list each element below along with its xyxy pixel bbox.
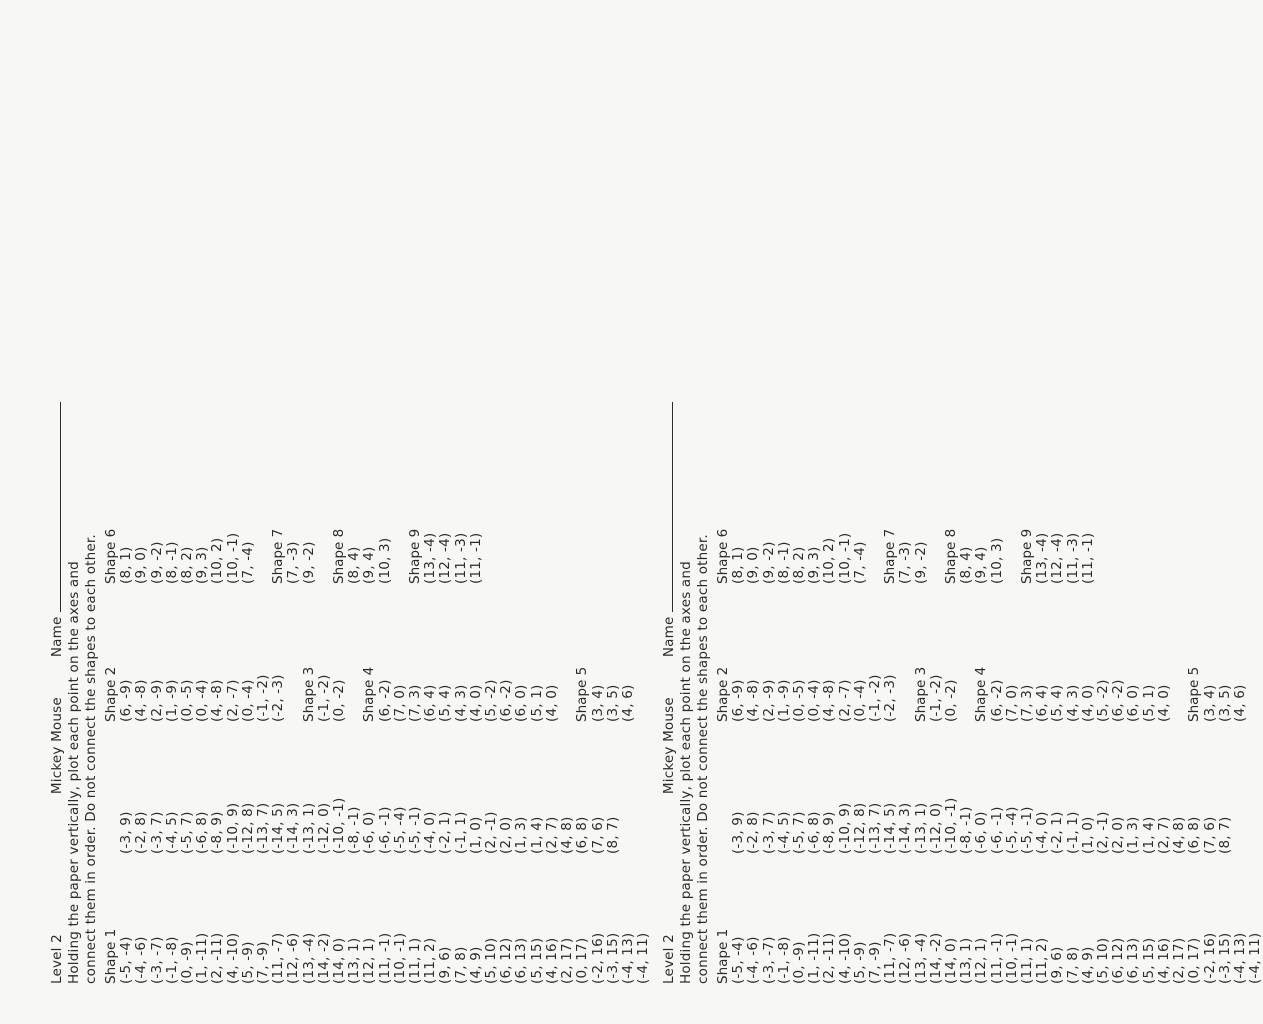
coordinate-pair: (4, 3) bbox=[1064, 684, 1081, 722]
coordinate-pair: (-2, 16) bbox=[589, 932, 606, 984]
coordinate-pair: (9, -2) bbox=[300, 541, 317, 584]
coordinate-pair: (3, 4) bbox=[589, 684, 606, 722]
coordinate-pair: (8, 4) bbox=[958, 546, 975, 584]
coordinate-pair: (-8, -1) bbox=[346, 806, 363, 854]
coordinate-pair: (1, -9) bbox=[163, 679, 180, 722]
coordinate-pair: (-2, 8) bbox=[133, 811, 150, 854]
coordinate-pair: (11, -1) bbox=[988, 932, 1005, 984]
coordinate-pair: (6, -2) bbox=[376, 679, 393, 722]
coordinate-pair bbox=[393, 529, 408, 584]
coordinate-pair bbox=[959, 667, 974, 722]
worksheet-bottom bbox=[660, 0, 1263, 1024]
coordinate-pair: (-4, 11) bbox=[1247, 932, 1263, 984]
coordinate-pair: (-6, 8) bbox=[194, 811, 211, 854]
coordinate-column-3 bbox=[104, 667, 636, 722]
shape-heading: Shape 9 bbox=[1019, 528, 1036, 584]
instructions-line-2 bbox=[83, 534, 99, 984]
coordinate-pair: (10, 2) bbox=[209, 537, 226, 584]
coordinate-pair: (10, 3) bbox=[988, 537, 1005, 584]
coordinate-pair: (-1, -2) bbox=[255, 674, 272, 722]
coordinate-pair: (0, -4) bbox=[806, 679, 823, 722]
coordinate-pair: (11, 1) bbox=[407, 937, 424, 984]
coordinate-pair: (6, -9) bbox=[730, 679, 747, 722]
instructions-line-1 bbox=[678, 561, 694, 984]
coordinate-pair: (-3, 9) bbox=[730, 811, 747, 854]
coordinate-pair: (6, 12) bbox=[498, 937, 515, 984]
coordinate-pair bbox=[317, 529, 332, 584]
coordinate-pair: (1, 4) bbox=[528, 816, 545, 854]
coordinate-pair: (2, -11) bbox=[209, 932, 226, 984]
coordinate-pair: (7, 0) bbox=[391, 684, 408, 722]
coordinate-column-4 bbox=[104, 529, 484, 584]
shape-heading: Shape 1 bbox=[103, 928, 119, 984]
coordinate-pair: (8, -1) bbox=[163, 541, 180, 584]
coordinate-pair: (6, 4) bbox=[422, 684, 439, 722]
coordinate-pair: (14, -2) bbox=[315, 932, 332, 984]
coordinate-pair: (7, 0) bbox=[1003, 684, 1020, 722]
coordinate-pair: (2, 0) bbox=[498, 816, 515, 854]
coordinate-pair: (4, -8) bbox=[745, 679, 762, 722]
coordinate-pair bbox=[256, 529, 271, 584]
coordinate-pair: (5, 15) bbox=[1140, 937, 1157, 984]
coordinate-pair: (-13, 7) bbox=[255, 802, 272, 854]
coordinate-pair: (2, 7) bbox=[1155, 816, 1172, 854]
coordinate-pair: (11, -7) bbox=[882, 932, 899, 984]
coordinate-column-3 bbox=[716, 667, 1248, 722]
coordinate-pair: (12, -4) bbox=[437, 532, 454, 584]
coordinate-pair: (1, -11) bbox=[806, 932, 823, 984]
coordinate-pair: (-1, 1) bbox=[1064, 811, 1081, 854]
coordinate-pair: (0, -4) bbox=[194, 679, 211, 722]
coordinate-pair: (-2, 1) bbox=[437, 811, 454, 854]
coordinate-pair: (-2, -3) bbox=[270, 674, 287, 722]
coordinate-pair bbox=[868, 529, 883, 584]
coordinate-pair: (-3, -7) bbox=[760, 936, 777, 984]
coordinate-pair: (8, 4) bbox=[346, 546, 363, 584]
instructions-text: Holding the paper vertically, plot each point on the axes and bbox=[66, 561, 82, 984]
coordinate-column-1 bbox=[716, 929, 1263, 984]
coordinate-pair: (12, 1) bbox=[973, 937, 990, 984]
coordinate-column-2 bbox=[104, 798, 621, 854]
coordinate-pair: (7, 3) bbox=[407, 684, 424, 722]
coordinate-pair: (-6, 0) bbox=[973, 811, 990, 854]
coordinate-pair: (8, 2) bbox=[791, 546, 808, 584]
instructions-line-2 bbox=[695, 534, 711, 984]
level-label: Level 2 bbox=[49, 934, 65, 984]
coordinate-pair: (2, -7) bbox=[836, 679, 853, 722]
coordinate-pair: (7, -9) bbox=[867, 941, 884, 984]
coordinate-pair bbox=[1172, 667, 1187, 722]
coordinate-pair: (9, 4) bbox=[973, 546, 990, 584]
coordinate-pair: (4, 16) bbox=[1155, 937, 1172, 984]
coordinate-pair: (12, -4) bbox=[1049, 532, 1066, 584]
coordinate-pair: (-3, 15) bbox=[604, 932, 621, 984]
worksheet-top bbox=[48, 0, 652, 1024]
coordinate-pair: (0, -4) bbox=[851, 679, 868, 722]
coordinate-pair: (5, 10) bbox=[483, 937, 500, 984]
coordinate-pair: (13, 1) bbox=[958, 937, 975, 984]
coordinate-pair: (-1, 1) bbox=[452, 811, 469, 854]
coordinate-pair: (6, 13) bbox=[1125, 937, 1142, 984]
coordinate-pair: (-8, -1) bbox=[958, 806, 975, 854]
coordinate-pair: (1, 4) bbox=[1140, 816, 1157, 854]
coordinate-pair: (4, 6) bbox=[619, 684, 636, 722]
shape-heading: Shape 3 bbox=[912, 666, 929, 722]
shape-heading: Shape 6 bbox=[103, 528, 119, 584]
shape-heading: Shape 7 bbox=[882, 528, 899, 584]
coordinate-pair bbox=[898, 667, 913, 722]
coordinate-pair: (-6, -1) bbox=[988, 806, 1005, 854]
coordinate-pair: (0, 17) bbox=[1186, 937, 1203, 984]
coordinate-pair: (9, 6) bbox=[1049, 946, 1066, 984]
coordinate-pair: (-5, 7) bbox=[179, 811, 196, 854]
coordinate-column-4 bbox=[716, 529, 1096, 584]
coordinate-pair: (5, -2) bbox=[1095, 679, 1112, 722]
coordinate-pair: (4, 16) bbox=[543, 937, 560, 984]
shape-heading: Shape 5 bbox=[1186, 666, 1203, 722]
coordinate-pair: (11, -1) bbox=[467, 532, 484, 584]
coordinate-column-2 bbox=[716, 798, 1233, 854]
coordinate-pair: (2, -9) bbox=[760, 679, 777, 722]
coordinate-pair: (4, -10) bbox=[224, 932, 241, 984]
coordinate-pair: (11, -3) bbox=[452, 532, 469, 584]
name-label: Name bbox=[49, 616, 65, 658]
coordinate-pair: (-3, 7) bbox=[760, 811, 777, 854]
coordinate-pair: (7, 8) bbox=[452, 946, 469, 984]
shape-heading: Shape 1 bbox=[715, 928, 731, 984]
coordinate-pair: (2, -11) bbox=[821, 932, 838, 984]
header-line bbox=[660, 402, 677, 984]
coordinate-pair: (11, -7) bbox=[270, 932, 287, 984]
coordinate-pair: (5, -2) bbox=[483, 679, 500, 722]
coordinate-pair bbox=[1005, 529, 1020, 584]
coordinate-pair: (5, 10) bbox=[1095, 937, 1112, 984]
coordinate-pair: (13, -4) bbox=[300, 932, 317, 984]
worksheet-title: Mickey Mouse bbox=[49, 697, 65, 795]
coordinate-pair: (-10, 9) bbox=[836, 802, 853, 854]
coordinate-pair: (-1, -2) bbox=[927, 674, 944, 722]
coordinate-pair: (-5, -1) bbox=[1019, 806, 1036, 854]
coordinate-pair: (5, -9) bbox=[851, 941, 868, 984]
coordinate-pair: (0, -5) bbox=[791, 679, 808, 722]
coordinate-pair: (-14, 3) bbox=[897, 802, 914, 854]
coordinate-pair: (-3, 7) bbox=[148, 811, 165, 854]
coordinate-pair: (-14, 5) bbox=[270, 802, 287, 854]
coordinate-pair: (6, -2) bbox=[1110, 679, 1127, 722]
shape-heading: Shape 2 bbox=[103, 666, 119, 722]
coordinate-pair: (-14, 5) bbox=[882, 802, 899, 854]
shape-heading: Shape 7 bbox=[270, 528, 287, 584]
coordinate-pair: (-10, -1) bbox=[943, 797, 960, 854]
coordinate-pair: (12, -6) bbox=[285, 932, 302, 984]
coordinate-pair: (7, -4) bbox=[239, 541, 256, 584]
coordinate-pair: (-8, 9) bbox=[209, 811, 226, 854]
coordinate-pair: (0, -2) bbox=[331, 679, 348, 722]
coordinate-pair: (4, 9) bbox=[1079, 946, 1096, 984]
coordinate-pair: (-10, -1) bbox=[331, 797, 348, 854]
coordinate-pair: (10, -1) bbox=[224, 532, 241, 584]
coordinate-pair: (9, -2) bbox=[912, 541, 929, 584]
shape-heading: Shape 4 bbox=[361, 666, 378, 722]
coordinate-pair: (9, -2) bbox=[148, 541, 165, 584]
coordinate-pair bbox=[286, 667, 301, 722]
coordinate-pair: (-4, 0) bbox=[422, 811, 439, 854]
coordinate-pair: (6, 0) bbox=[1125, 684, 1142, 722]
coordinate-pair: (5, 4) bbox=[437, 684, 454, 722]
coordinate-pair: (14, -2) bbox=[927, 932, 944, 984]
coordinate-pair: (4, 8) bbox=[1171, 816, 1188, 854]
instructions-text: Holding the paper vertically, plot each point on the axes and bbox=[678, 561, 694, 984]
coordinate-pair: (9, 6) bbox=[437, 946, 454, 984]
coordinate-pair: (1, 0) bbox=[1079, 816, 1096, 854]
coordinate-pair: (14, 0) bbox=[943, 937, 960, 984]
coordinate-pair: (5, -9) bbox=[239, 941, 256, 984]
coordinate-pair: (3, 5) bbox=[604, 684, 621, 722]
coordinate-pair: (10, -1) bbox=[1003, 932, 1020, 984]
coordinate-pair: (12, -6) bbox=[897, 932, 914, 984]
coordinate-pair: (-3, 9) bbox=[118, 811, 135, 854]
coordinate-pair: (6, 0) bbox=[513, 684, 530, 722]
coordinate-pair: (-13, 7) bbox=[867, 802, 884, 854]
coordinate-pair: (8, 7) bbox=[604, 816, 621, 854]
coordinate-pair: (5, 1) bbox=[528, 684, 545, 722]
coordinate-pair: (-2, 8) bbox=[745, 811, 762, 854]
coordinate-pair: (7, -3) bbox=[285, 541, 302, 584]
coordinate-pair: (1, -9) bbox=[775, 679, 792, 722]
instructions-line-1 bbox=[66, 561, 82, 984]
coordinate-pair: (-12, 8) bbox=[239, 802, 256, 854]
coordinate-pair: (11, 1) bbox=[1019, 937, 1036, 984]
coordinate-pair: (4, 6) bbox=[1231, 684, 1248, 722]
coordinate-pair: (6, 8) bbox=[1186, 816, 1203, 854]
coordinate-pair: (-14, 3) bbox=[285, 802, 302, 854]
coordinate-pair: (2, -1) bbox=[483, 811, 500, 854]
coordinate-pair: (-6, 0) bbox=[361, 811, 378, 854]
coordinate-pair: (2, 17) bbox=[1171, 937, 1188, 984]
name-blank-line bbox=[48, 402, 61, 612]
coordinate-pair: (8, 1) bbox=[118, 546, 135, 584]
coordinate-pair: (-3, 15) bbox=[1216, 932, 1233, 984]
coordinate-pair: (4, -8) bbox=[209, 679, 226, 722]
coordinate-pair: (8, -1) bbox=[775, 541, 792, 584]
name-label: Name bbox=[661, 616, 677, 658]
coordinate-pair: (8, 7) bbox=[1216, 816, 1233, 854]
coordinate-pair: (8, 2) bbox=[179, 546, 196, 584]
coordinate-pair: (5, 15) bbox=[528, 937, 545, 984]
coordinate-pair: (0, -5) bbox=[179, 679, 196, 722]
coordinate-pair: (7, 6) bbox=[589, 816, 606, 854]
coordinate-pair: (11, -1) bbox=[376, 932, 393, 984]
coordinate-pair: (1, -11) bbox=[194, 932, 211, 984]
coordinate-pair: (7, -4) bbox=[851, 541, 868, 584]
coordinate-pair: (1, 0) bbox=[467, 816, 484, 854]
coordinate-pair: (3, 4) bbox=[1201, 684, 1218, 722]
worksheet-title: Mickey Mouse bbox=[661, 697, 677, 795]
coordinate-pair: (12, 1) bbox=[361, 937, 378, 984]
shape-heading: Shape 6 bbox=[715, 528, 731, 584]
level-label: Level 2 bbox=[661, 934, 677, 984]
coordinate-pair: (4, -8) bbox=[133, 679, 150, 722]
coordinate-pair: (7, 8) bbox=[1064, 946, 1081, 984]
coordinate-pair: (11, -3) bbox=[1064, 532, 1081, 584]
instructions-text: connect them in order. Do not connect the shapes to each other. bbox=[695, 534, 711, 984]
coordinate-pair: (10, -1) bbox=[836, 532, 853, 584]
coordinate-pair: (2, 7) bbox=[543, 816, 560, 854]
coordinate-pair: (4, -8) bbox=[821, 679, 838, 722]
coordinate-pair: (6, 4) bbox=[1034, 684, 1051, 722]
coordinate-pair: (-5, -1) bbox=[407, 806, 424, 854]
coordinate-pair: (9, 3) bbox=[806, 546, 823, 584]
instructions-text: connect them in order. Do not connect the shapes to each other. bbox=[83, 534, 99, 984]
coordinate-pair: (-1, -2) bbox=[315, 674, 332, 722]
shape-heading: Shape 4 bbox=[973, 666, 990, 722]
coordinate-pair: (9, 0) bbox=[133, 546, 150, 584]
shape-heading: Shape 5 bbox=[574, 666, 591, 722]
coordinate-pair: (11, -1) bbox=[1079, 532, 1096, 584]
coordinate-pair: (-4, 13) bbox=[619, 932, 636, 984]
coordinate-pair: (2, -9) bbox=[148, 679, 165, 722]
coordinate-pair: (-8, 9) bbox=[821, 811, 838, 854]
coordinate-pair: (4, 0) bbox=[543, 684, 560, 722]
coordinate-pair: (-13, 1) bbox=[912, 802, 929, 854]
coordinate-pair: (-5, -4) bbox=[118, 936, 135, 984]
coordinate-pair: (7, -3) bbox=[897, 541, 914, 584]
shape-heading: Shape 3 bbox=[300, 666, 317, 722]
coordinate-pair: (6, -2) bbox=[498, 679, 515, 722]
coordinate-pair: (10, 3) bbox=[376, 537, 393, 584]
coordinate-pair: (4, 9) bbox=[467, 946, 484, 984]
coordinate-pair: (-2, -3) bbox=[882, 674, 899, 722]
coordinate-pair: (2, 0) bbox=[1110, 816, 1127, 854]
coordinate-pair: (2, -1) bbox=[1095, 811, 1112, 854]
coordinate-pair: (4, 3) bbox=[452, 684, 469, 722]
coordinate-pair: (2, 17) bbox=[559, 937, 576, 984]
coordinate-pair: (4, -10) bbox=[836, 932, 853, 984]
coordinate-column-1 bbox=[104, 929, 651, 984]
coordinate-pair: (0, -4) bbox=[239, 679, 256, 722]
coordinate-pair: (11, 2) bbox=[422, 937, 439, 984]
coordinate-pair: (-1, -8) bbox=[163, 936, 180, 984]
coordinate-pair: (10, -1) bbox=[391, 932, 408, 984]
coordinate-pair: (-1, -2) bbox=[867, 674, 884, 722]
coordinate-pair: (4, 0) bbox=[1155, 684, 1172, 722]
coordinate-pair: (-6, 8) bbox=[806, 811, 823, 854]
coordinate-pair: (9, 4) bbox=[361, 546, 378, 584]
coordinate-pair: (-13, 1) bbox=[300, 802, 317, 854]
coordinate-pair: (-4, 5) bbox=[775, 811, 792, 854]
coordinate-pair: (0, -2) bbox=[943, 679, 960, 722]
coordinate-pair: (-4, 5) bbox=[163, 811, 180, 854]
coordinate-pair bbox=[929, 529, 944, 584]
coordinate-pair: (0, -9) bbox=[791, 941, 808, 984]
coordinate-pair: (-10, 9) bbox=[224, 802, 241, 854]
coordinate-pair: (6, 8) bbox=[574, 816, 591, 854]
coordinate-pair: (-3, -7) bbox=[148, 936, 165, 984]
coordinate-pair bbox=[104, 798, 119, 854]
coordinate-pair: (13, -4) bbox=[1034, 532, 1051, 584]
coordinate-pair: (3, 5) bbox=[1216, 684, 1233, 722]
coordinate-pair: (-5, -4) bbox=[391, 806, 408, 854]
coordinate-pair: (-12, 0) bbox=[315, 802, 332, 854]
coordinate-pair: (-2, 1) bbox=[1049, 811, 1066, 854]
coordinate-pair: (-1, -8) bbox=[775, 936, 792, 984]
coordinate-pair: (2, -7) bbox=[224, 679, 241, 722]
coordinate-pair: (-5, 7) bbox=[791, 811, 808, 854]
coordinate-pair: (13, -4) bbox=[912, 932, 929, 984]
header-line bbox=[48, 402, 65, 984]
coordinate-pair: (13, -4) bbox=[422, 532, 439, 584]
coordinate-pair: (7, -9) bbox=[255, 941, 272, 984]
coordinate-pair: (6, 13) bbox=[513, 937, 530, 984]
coordinate-pair bbox=[560, 667, 575, 722]
coordinate-pair: (-4, 0) bbox=[1034, 811, 1051, 854]
coordinate-pair: (-4, -6) bbox=[133, 936, 150, 984]
coordinate-pair bbox=[716, 798, 731, 854]
coordinate-pair: (7, 6) bbox=[1201, 816, 1218, 854]
coordinate-pair: (-6, -1) bbox=[376, 806, 393, 854]
shape-heading: Shape 8 bbox=[943, 528, 960, 584]
coordinate-pair: (-5, -4) bbox=[1003, 806, 1020, 854]
coordinate-pair: (4, 0) bbox=[467, 684, 484, 722]
shape-heading: Shape 2 bbox=[715, 666, 731, 722]
name-blank-line bbox=[660, 402, 673, 612]
coordinate-pair: (7, 3) bbox=[1019, 684, 1036, 722]
coordinate-pair: (11, 2) bbox=[1034, 937, 1051, 984]
shape-heading: Shape 9 bbox=[407, 528, 424, 584]
coordinate-pair: (13, 1) bbox=[346, 937, 363, 984]
coordinate-pair: (6, -2) bbox=[988, 679, 1005, 722]
coordinate-pair: (-12, 0) bbox=[927, 802, 944, 854]
coordinate-pair: (9, 3) bbox=[194, 546, 211, 584]
coordinate-pair: (6, 12) bbox=[1110, 937, 1127, 984]
coordinate-pair: (9, 0) bbox=[745, 546, 762, 584]
coordinate-pair: (4, 8) bbox=[559, 816, 576, 854]
coordinate-pair: (5, 1) bbox=[1140, 684, 1157, 722]
coordinate-pair: (-4, -6) bbox=[745, 936, 762, 984]
coordinate-pair: (1, 3) bbox=[513, 816, 530, 854]
coordinate-pair: (1, 3) bbox=[1125, 816, 1142, 854]
coordinate-pair: (0, -9) bbox=[179, 941, 196, 984]
coordinate-pair bbox=[347, 667, 362, 722]
coordinate-pair: (6, -9) bbox=[118, 679, 135, 722]
coordinate-pair: (8, 1) bbox=[730, 546, 747, 584]
coordinate-pair: (-5, -4) bbox=[730, 936, 747, 984]
coordinate-pair: (-4, 11) bbox=[635, 932, 652, 984]
coordinate-pair: (9, -2) bbox=[760, 541, 777, 584]
coordinate-pair: (14, 0) bbox=[331, 937, 348, 984]
shape-heading: Shape 8 bbox=[331, 528, 348, 584]
coordinate-pair: (-2, 16) bbox=[1201, 932, 1218, 984]
coordinate-pair: (4, 0) bbox=[1079, 684, 1096, 722]
coordinate-pair: (-12, 8) bbox=[851, 802, 868, 854]
coordinate-pair: (5, 4) bbox=[1049, 684, 1066, 722]
coordinate-pair: (0, 17) bbox=[574, 937, 591, 984]
coordinate-pair: (10, 2) bbox=[821, 537, 838, 584]
coordinate-pair: (-4, 13) bbox=[1231, 932, 1248, 984]
